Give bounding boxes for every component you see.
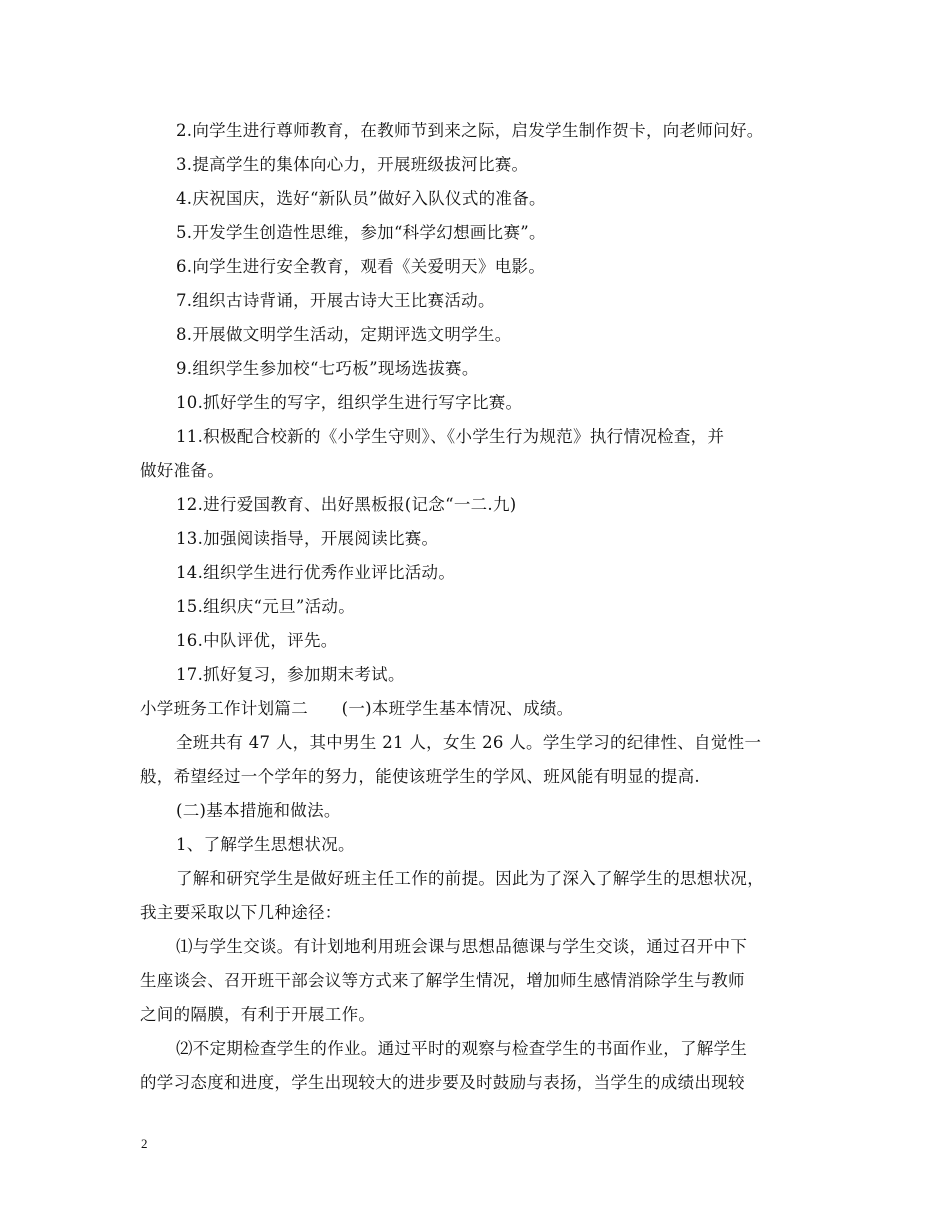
text-line: 的学习态度和进度，学生出现较大的进步要及时鼓励与表扬，当学生的成绩出现较: [140, 1073, 745, 1092]
text-line: 4.庆祝国庆，选好“新队员”做好入队仪式的准备。: [176, 189, 546, 208]
page-number: 2: [141, 1136, 148, 1151]
text-line: 9.组织学生参加校“七巧板”现场选拔赛。: [176, 359, 479, 378]
text-line: (二)基本措施和做法。: [176, 801, 341, 820]
text-line: 13.加强阅读指导，开展阅读比赛。: [176, 529, 439, 548]
text-line: 10.抓好学生的写字，组织学生进行写字比赛。: [176, 393, 523, 412]
text-line: 生座谈会、召开班干部会议等方式来了解学生情况，增加师生感情消除学生与教师: [140, 971, 745, 990]
text-line: 1、了解学生思想状况。: [176, 835, 355, 854]
text-line: 5.开发学生创造性思维，参加“科学幻想画比赛”。: [176, 223, 546, 242]
text-line: 7.组织古诗背诵，开展古诗大王比赛活动。: [176, 291, 495, 310]
text-line: 8.开展做文明学生活动，定期评选文明学生。: [176, 325, 512, 344]
text-line: 3.提高学生的集体向心力，开展班级拔河比赛。: [176, 155, 529, 174]
text-line: 12.进行爱国教育、出好黑板报(记念“一二.九): [176, 495, 517, 514]
text-line: 做好准备。: [140, 461, 224, 480]
text-line: 2.向学生进行尊师教育，在教师节到来之际，启发学生制作贺卡，向老师问好。: [176, 121, 764, 140]
text-line: 般，希望经过一个学年的努力，能使该班学生的学风、班风能有明显的提高.: [140, 767, 700, 786]
text-line: 17.抓好复习，参加期末考试。: [176, 665, 405, 684]
text-line: 我主要采取以下几种途径：: [140, 903, 342, 922]
text-line: 11.积极配合校新的《小学生守则》、《小学生行为规范》执行情况检查，并: [176, 427, 725, 446]
text-line: 之间的隔膜，有利于开展工作。: [140, 1005, 376, 1024]
text-line: 小学班务工作计划篇二 (一)本班学生基本情况、成绩。: [140, 699, 574, 718]
text-line: ⑵不定期检查学生的作业。通过平时的观察与检查学生的书面作业，了解学生: [176, 1039, 748, 1058]
text-line: 15.组织庆“元旦”活动。: [176, 597, 356, 616]
text-line: 16.中队评优，评先。: [176, 631, 338, 650]
text-line: ⑴与学生交谈。有计划地利用班会课与思想品德课与学生交谈，通过召开中下: [176, 937, 748, 956]
text-line: 全班共有 47 人，其中男生 21 人，女生 26 人。学生学习的纪律性、自觉性一: [176, 733, 762, 752]
text-line: 6.向学生进行安全教育，观看《关爱明天》电影。: [176, 257, 546, 276]
text-line: 14.组织学生进行优秀作业评比活动。: [176, 563, 456, 582]
text-line: 了解和研究学生是做好班主任工作的前提。因此为了深入了解学生的思想状况，: [176, 869, 764, 888]
document-body: [140, 114, 820, 1100]
